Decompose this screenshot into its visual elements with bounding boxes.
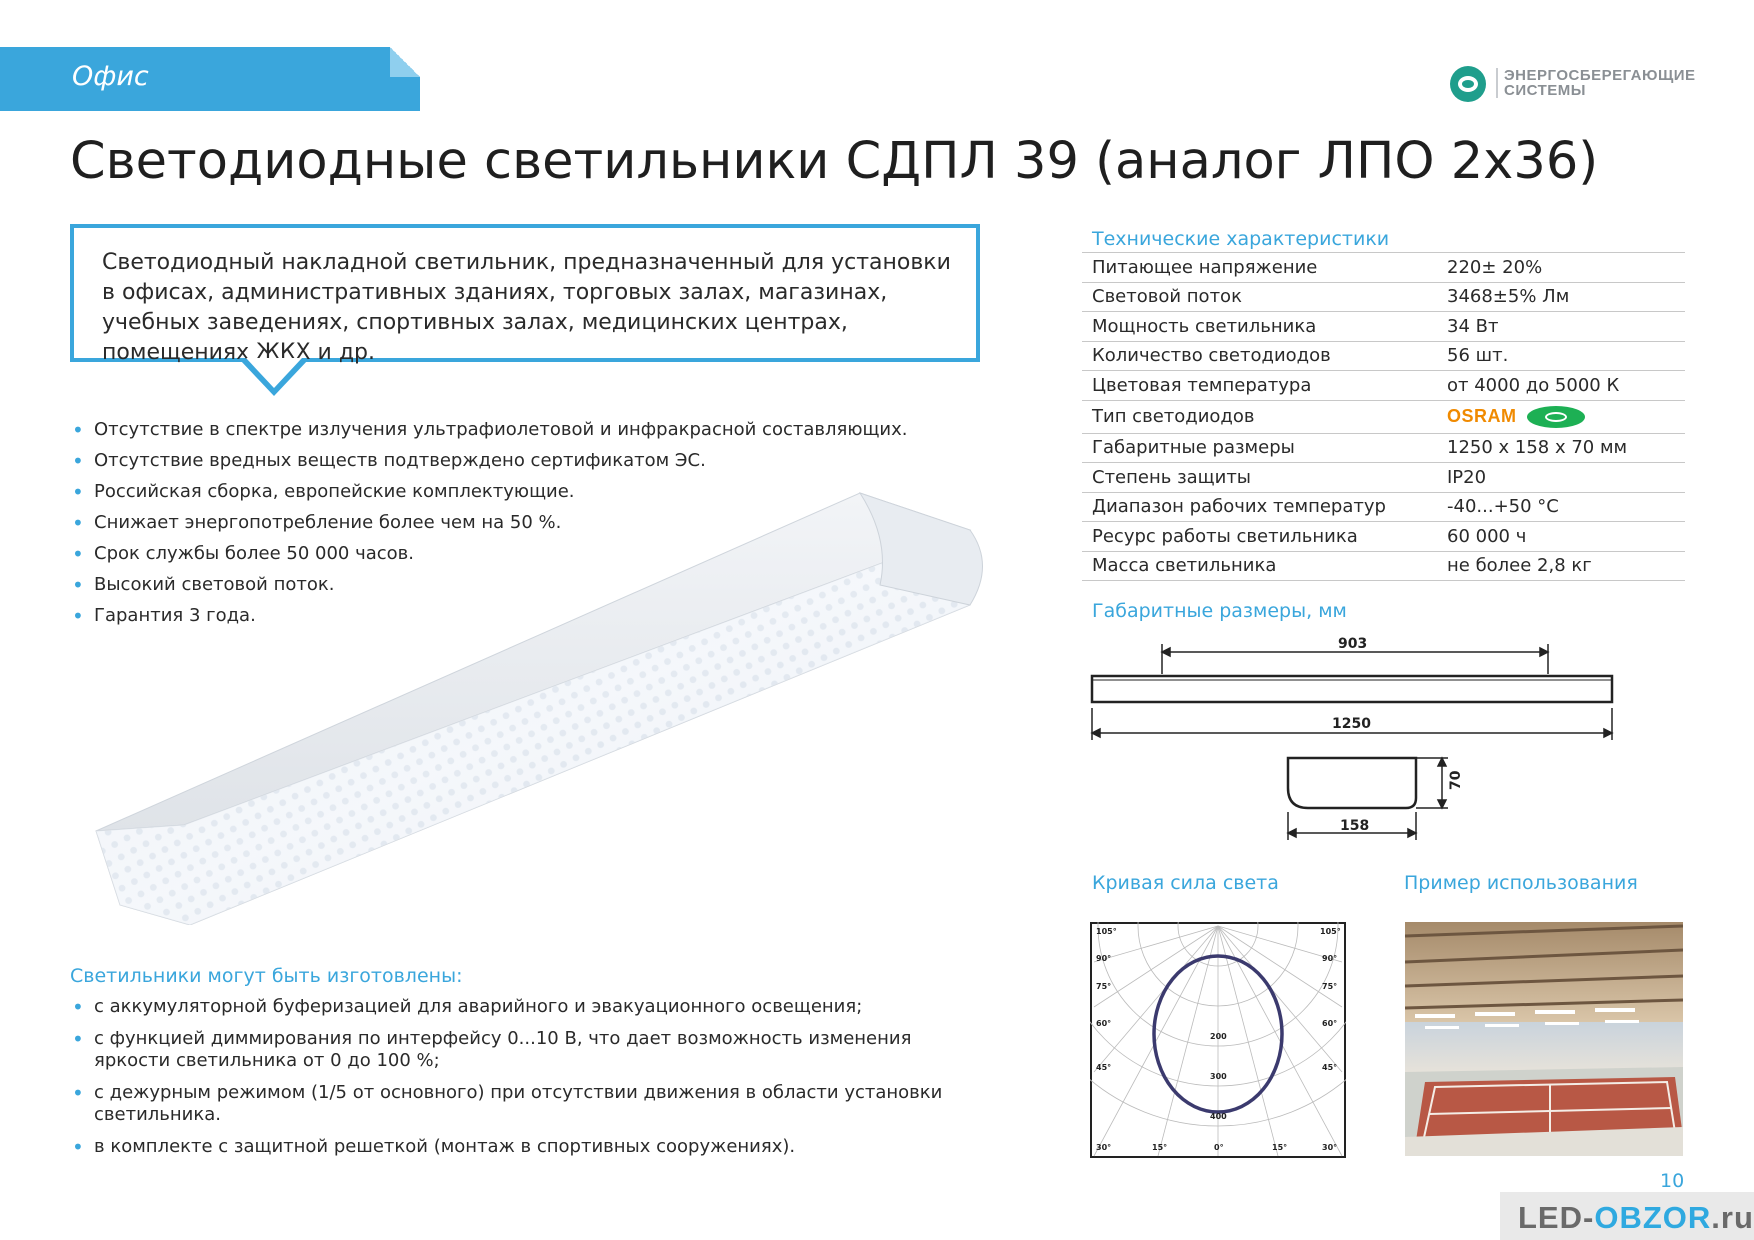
spec-label: Диапазон рабочих температур (1082, 492, 1437, 522)
dimensions-drawing (1080, 628, 1620, 848)
spec-label: Мощность светильника (1082, 312, 1437, 342)
table-row (1082, 551, 1685, 581)
light-curve-diagram (1090, 922, 1346, 1158)
radial-label: 400 (1210, 1112, 1227, 1121)
dim-width: 158 (1340, 818, 1370, 834)
spec-label: Ресурс работы светильника (1082, 522, 1437, 552)
site-name (1518, 1200, 1754, 1236)
spec-label: Тип светодиодов (1082, 400, 1437, 433)
dimensions-title: Габаритные размеры, мм (1092, 600, 1347, 622)
table-row (1082, 522, 1685, 552)
spec-label: Степень защиты (1082, 463, 1437, 493)
page-number: 10 (1660, 1170, 1685, 1192)
logo-line2: СИСТЕМЫ (1504, 82, 1586, 99)
spec-value: 60 000 ч (1437, 522, 1685, 552)
angle-label: 105° (1320, 927, 1341, 936)
specs-title: Технические характеристики (1092, 228, 1390, 250)
angle-label: 30° (1096, 1143, 1112, 1152)
spec-label: Масса светильника (1082, 551, 1437, 581)
list-item: • Высокий световой поток. (70, 574, 970, 596)
list-item: • с аккумуляторной буферизацией для аварийного и эвакуационного освещения; (70, 996, 970, 1018)
spec-value: 220± 20% (1437, 253, 1685, 283)
spec-value-osram (1437, 400, 1685, 433)
spec-label: Световой поток (1082, 282, 1437, 312)
dim-length: 1250 (1332, 716, 1371, 732)
curve-title: Кривая сила света (1092, 872, 1279, 894)
spec-value: 3468±5% Лм (1437, 282, 1685, 312)
list-item: • Гарантия 3 года. (70, 605, 970, 627)
logo-text (1496, 68, 1696, 98)
angle-label: 75° (1322, 982, 1338, 991)
usage-title: Пример использования (1404, 872, 1638, 894)
table-row (1082, 282, 1685, 312)
section-tab-label: Офис (72, 61, 149, 92)
list-item: • в комплекте с защитной решеткой (монтаж в спортивных сооружениях). (70, 1136, 970, 1158)
table-row (1082, 341, 1685, 371)
spec-value: -40...+50 °С (1437, 492, 1685, 522)
site-prefix: LED- (1518, 1200, 1595, 1235)
callout-pointer-inner (246, 358, 302, 388)
angle-label: 105° (1096, 927, 1117, 936)
logo-line1: ЭНЕРГОСБЕРЕГАЮЩИЕ (1504, 67, 1696, 84)
description-box (70, 224, 980, 365)
spec-label: Габаритные размеры (1082, 433, 1437, 463)
angle-label: 75° (1096, 982, 1112, 991)
spec-value: от 4000 до 5000 К (1437, 371, 1685, 401)
table-row (1082, 312, 1685, 342)
angle-label: 0° (1214, 1143, 1224, 1152)
usage-photo (1405, 922, 1683, 1156)
radial-label: 300 (1210, 1072, 1227, 1081)
site-suffix: .ru (1711, 1200, 1754, 1235)
page-title: Светодиодные светильники СДПЛ 39 (аналог ЛПО 2x36) (70, 132, 1599, 191)
angle-label: 60° (1096, 1019, 1112, 1028)
spec-value: не более 2,8 кг (1437, 551, 1685, 581)
spec-value: 1250 х 158 х 70 мм (1437, 433, 1685, 463)
osram-logo-icon (1527, 406, 1585, 428)
radial-label: 200 (1210, 1032, 1227, 1041)
description-text: Светодиодный накладной светильник, предназначенный для установки в офисах, административных зданиях, торговых залах, магазинах, учебных заведениях, спортивных залах, медицинских центрах, помещениях ЖКХ и др. (102, 250, 951, 365)
angle-label: 15° (1152, 1143, 1168, 1152)
spec-label: Количество светодиодов (1082, 341, 1437, 371)
spec-value: IP20 (1437, 463, 1685, 493)
spec-label: Цветовая температура (1082, 371, 1437, 401)
angle-label: 60° (1322, 1019, 1338, 1028)
table-row (1082, 433, 1685, 463)
angle-label: 90° (1096, 954, 1112, 963)
table-row (1082, 492, 1685, 522)
angle-label: 45° (1096, 1063, 1112, 1072)
site-watermark (1500, 1192, 1754, 1240)
table-row (1082, 371, 1685, 401)
variants-title: Светильники могут быть изготовлены: (70, 965, 463, 987)
table-row (1082, 463, 1685, 493)
list-item: • Снижает энергопотребление более чем на 50 %. (70, 512, 970, 534)
page-fold-corner (390, 47, 420, 77)
list-item: • Отсутствие вредных веществ подтверждено сертификатом ЭС. (70, 450, 970, 472)
angle-label: 90° (1322, 954, 1338, 963)
angle-label: 45° (1322, 1063, 1338, 1072)
spec-value: 56 шт. (1437, 341, 1685, 371)
logo-eye-icon (1450, 66, 1486, 102)
sports-hall-image (1405, 922, 1683, 1156)
list-item: • с функцией диммирования по интерфейсу 0...10 В, что дает возможность изменения яркости светильника от 0 до 100 %; (70, 1028, 970, 1072)
list-item: • Российская сборка, европейские комплектующие. (70, 481, 970, 503)
osram-brand: OSRAM (1447, 405, 1517, 426)
table-row (1082, 400, 1685, 433)
spec-value: 34 Вт (1437, 312, 1685, 342)
section-tab (0, 47, 420, 111)
angle-label: 30° (1322, 1143, 1338, 1152)
angle-label: 15° (1272, 1143, 1288, 1152)
list-item: • с дежурным режимом (1/5 от основного) при отсутствии движения в области установки светильника. (70, 1082, 970, 1126)
specs-table (1082, 252, 1685, 581)
luminaire-illustration (90, 485, 990, 925)
spec-label: Питающее напряжение (1082, 253, 1437, 283)
dim-mount-spacing: 903 (1338, 636, 1368, 652)
site-highlight: OBZOR (1594, 1200, 1712, 1235)
table-row (1082, 253, 1685, 283)
list-item: • Срок службы более 50 000 часов. (70, 543, 970, 565)
list-item: • Отсутствие в спектре излучения ультрафиолетовой и инфракрасной составляющих. (70, 419, 970, 441)
variants-list (70, 996, 970, 1168)
dim-height: 70 (1448, 770, 1464, 790)
